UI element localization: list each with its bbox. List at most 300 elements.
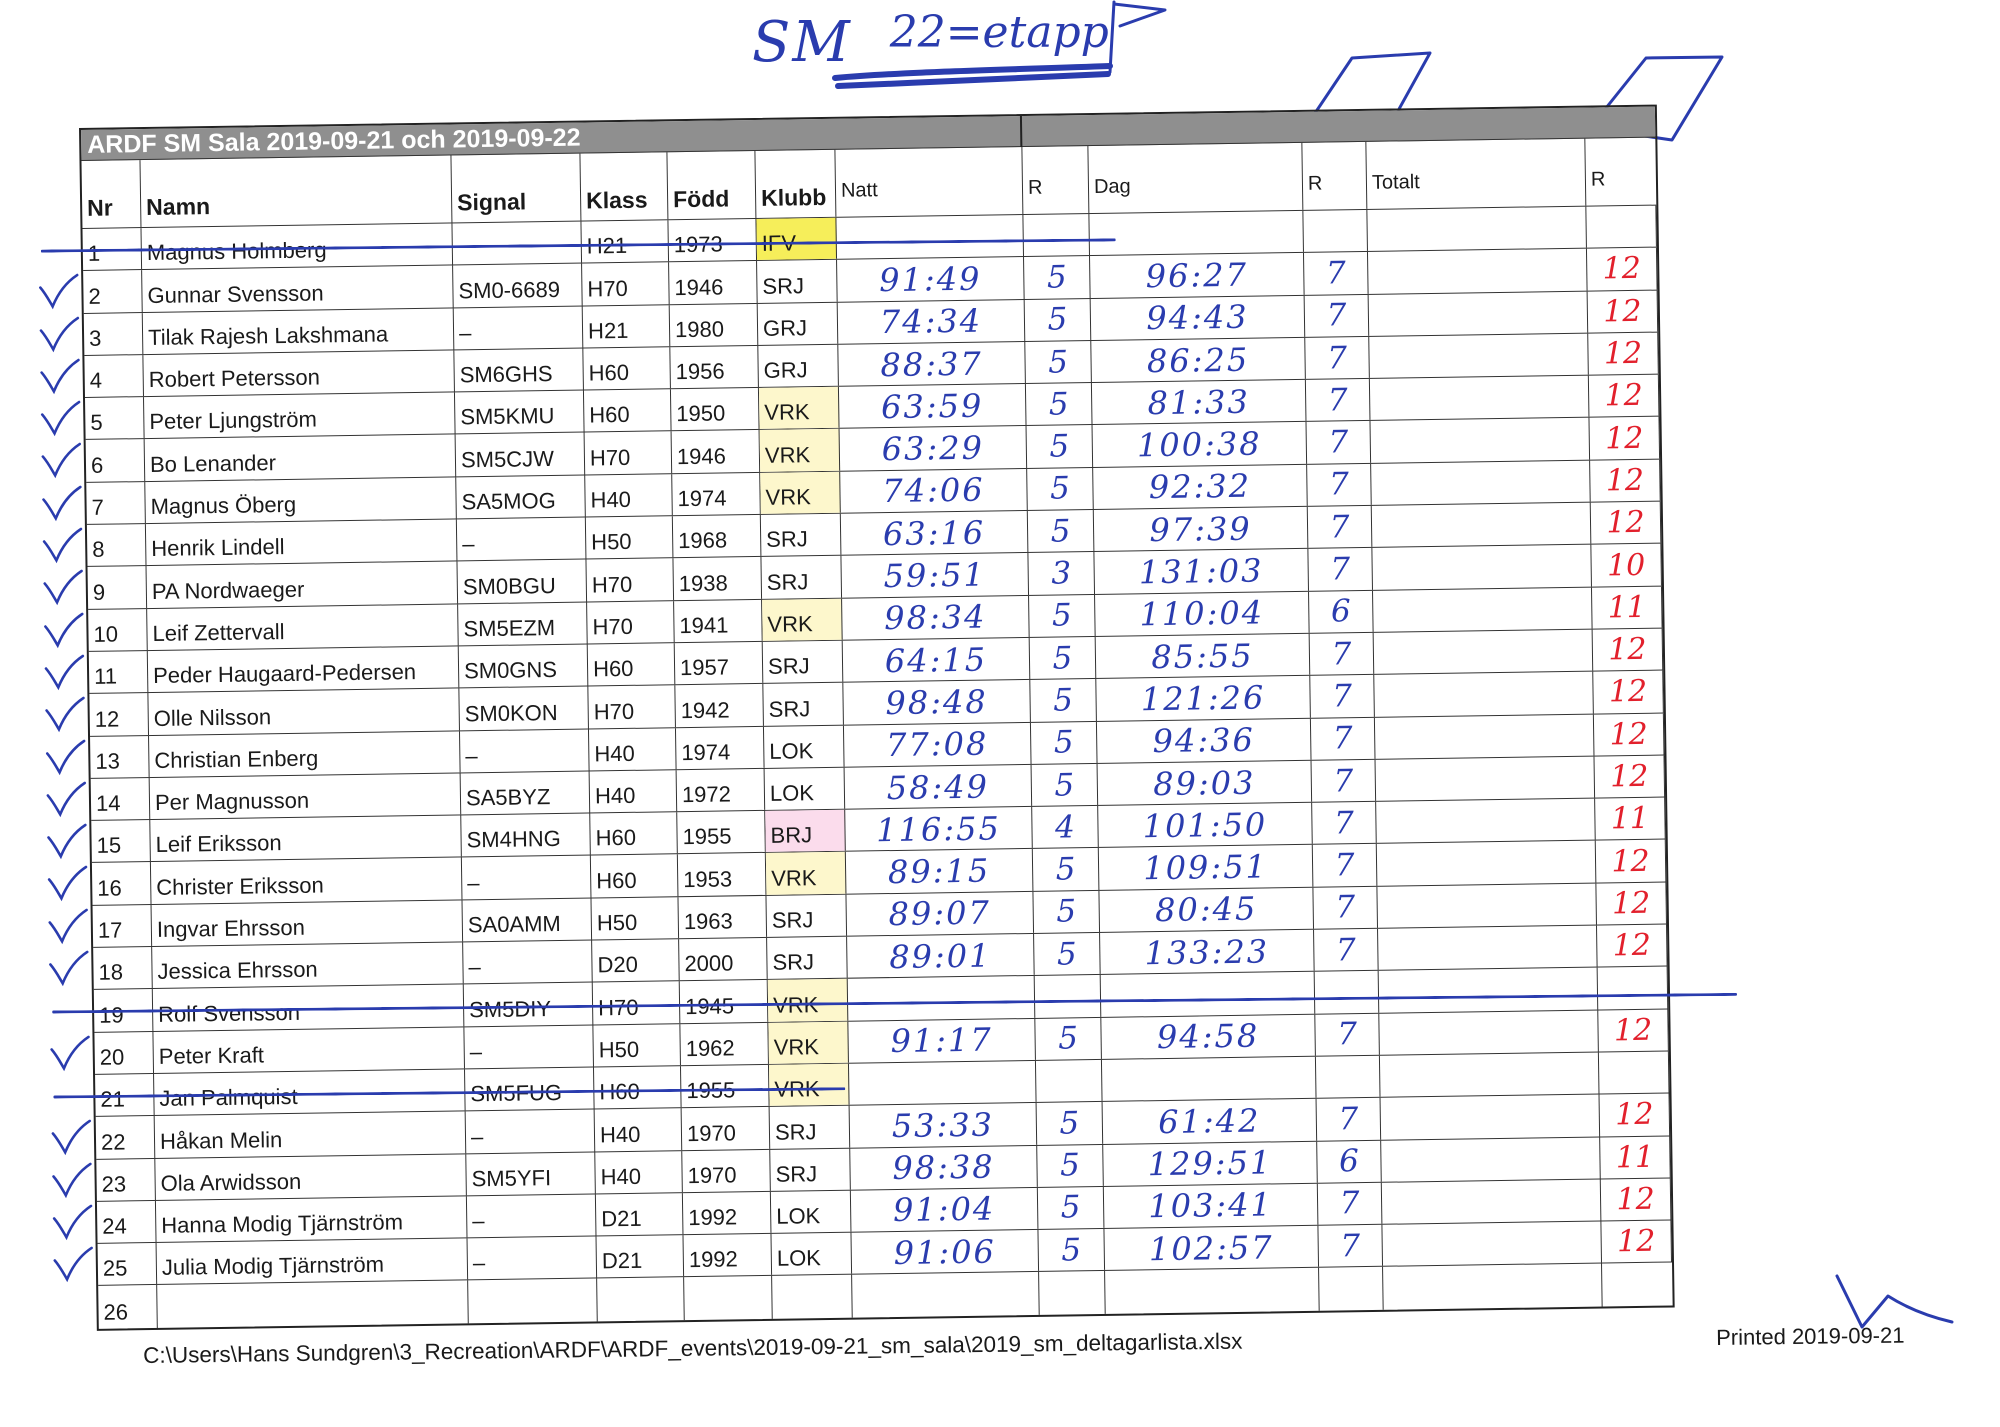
cell-r-dag: 7 (1307, 464, 1372, 506)
cell-natt: 91:49 (837, 257, 1025, 301)
cell-klass: H70 (586, 559, 674, 602)
cell-nr: 9 (88, 566, 148, 608)
cell-signal: SA0AMM (462, 898, 592, 941)
cell-fodd: 2000 (679, 938, 768, 981)
cell-namn: Julia Modig Tjärnström (157, 1238, 469, 1284)
cell-r-total: 12 (1589, 375, 1660, 417)
cell-fodd: 1974 (672, 473, 761, 516)
cell-namn: Bo Lenander (145, 435, 457, 481)
cell-klubb: VRK (766, 852, 847, 894)
header-signal: Signal (451, 154, 581, 223)
cell-namn: Håkan Melin (155, 1112, 467, 1158)
cell-signal: SM5FUG (465, 1067, 595, 1110)
cell-nr: 3 (84, 313, 144, 355)
handwritten-flag-pole (1110, 2, 1114, 72)
cell-r-natt (1036, 1060, 1103, 1102)
cell-fodd: 1973 (668, 219, 757, 262)
cell-namn: Leif Eriksson (150, 816, 462, 862)
cell-r-natt: 5 (1028, 510, 1095, 552)
cell-r-total: 11 (1600, 1136, 1671, 1178)
cell-dag: 94:36 (1097, 718, 1312, 762)
cell-totalt (1373, 587, 1593, 632)
cell-r-dag: 6 (1317, 1140, 1382, 1182)
cell-totalt (1382, 1179, 1602, 1224)
cell-dag: 61:42 (1103, 1099, 1318, 1143)
cell-r-dag: 7 (1307, 421, 1372, 463)
cell-signal: – (463, 941, 593, 984)
cell-klass: H70 (588, 685, 676, 728)
header-klass: Klass (580, 152, 668, 220)
cell-totalt (1375, 714, 1595, 759)
cell-fodd: 1963 (678, 896, 767, 939)
cell-klubb: IFV (756, 218, 837, 260)
cell-totalt (1372, 545, 1592, 590)
cell-klubb (772, 1275, 853, 1318)
cell-dag: 94:58 (1101, 1014, 1316, 1058)
cell-totalt (1368, 249, 1588, 294)
cell-klass: H50 (586, 516, 674, 559)
checkmark-icon (41, 527, 84, 564)
cell-natt: 58:49 (845, 765, 1033, 809)
cell-signal: – (457, 518, 587, 561)
cell-r-total: 10 (1591, 544, 1662, 586)
cell-r-dag: 7 (1305, 294, 1370, 336)
cell-r-total: 12 (1596, 840, 1667, 882)
cell-r-natt: 5 (1038, 1229, 1105, 1271)
header-natt: Natt (835, 147, 1023, 217)
header-r-dag: R (1302, 142, 1367, 210)
cell-signal: SM5KMU (455, 391, 585, 434)
cell-namn: Henrik Lindell (146, 520, 458, 566)
cell-nr: 18 (93, 947, 153, 989)
cell-fodd: 1970 (682, 1107, 771, 1150)
cell-klass: H40 (585, 474, 673, 517)
cell-klubb: LOK (771, 1233, 852, 1275)
checkmark-icon (43, 696, 86, 733)
cell-namn: Rolf Svensson (153, 985, 465, 1031)
cell-r-natt: 5 (1027, 468, 1094, 510)
cell-totalt (1372, 503, 1592, 548)
cell-r-natt: 5 (1034, 933, 1101, 975)
cell-dag: 133:23 (1100, 930, 1315, 974)
cell-signal: – (464, 1025, 594, 1068)
cell-nr: 7 (86, 482, 146, 524)
cell-klubb: LOK (771, 1190, 852, 1232)
cell-r-dag: 7 (1310, 675, 1375, 717)
cell-r-natt (1035, 975, 1102, 1017)
sheet-title: ARDF SM Sala 2019-09-21 och 2019-09-22 (81, 116, 1022, 161)
cell-signal: – (454, 306, 584, 349)
cell-dag: 110:04 (1095, 591, 1310, 635)
cell-natt: 116:55 (845, 807, 1033, 851)
cell-natt: 74:34 (838, 300, 1026, 344)
cell-fodd: 1955 (677, 811, 766, 854)
cell-fodd: 1974 (676, 726, 765, 769)
cell-signal: – (460, 729, 590, 772)
cell-klubb: SRJ (761, 514, 842, 556)
handwritten-heading (752, 7, 1109, 75)
cell-namn: Christian Enberg (149, 731, 461, 777)
cell-namn: Per Magnusson (150, 773, 462, 819)
cell-natt: 89:07 (846, 892, 1034, 936)
cell-fodd: 1955 (681, 1065, 770, 1108)
cell-signal: – (467, 1194, 597, 1237)
cell-fodd: 1945 (680, 980, 769, 1023)
cell-fodd: 1950 (671, 388, 760, 431)
cell-r-total (1599, 1051, 1670, 1093)
cell-r-total: 12 (1597, 925, 1668, 967)
cell-fodd: 1953 (678, 853, 767, 896)
cell-totalt (1367, 207, 1587, 252)
cell-signal: SM5EZM (458, 602, 588, 645)
cell-klass: H70 (587, 601, 675, 644)
cell-fodd: 1972 (677, 769, 766, 812)
cell-signal: SM0GNS (459, 644, 589, 687)
cell-klubb: SRJ (767, 937, 848, 979)
cell-klass: H60 (584, 389, 672, 432)
cell-fodd: 1957 (675, 642, 764, 685)
cell-natt: 91:06 (851, 1230, 1039, 1274)
cell-totalt (1376, 799, 1596, 844)
checkmark-icon (50, 1161, 93, 1198)
cell-natt: 63:59 (839, 384, 1027, 428)
cell-r-dag (1319, 1267, 1384, 1310)
cell-dag: 131:03 (1094, 549, 1309, 593)
cell-r-dag: 7 (1311, 717, 1376, 759)
cell-klubb: VRK (760, 429, 841, 471)
cell-klubb: SRJ (763, 641, 844, 683)
cell-r-total: 11 (1592, 586, 1663, 628)
header-r-total: R (1590, 168, 1606, 191)
cell-natt: 98:38 (850, 1145, 1038, 1189)
cell-r-total: 12 (1588, 332, 1659, 374)
cell-totalt (1369, 334, 1589, 379)
cell-klubb: LOK (765, 768, 846, 810)
participant-sheet (79, 105, 1675, 1331)
cell-natt (848, 976, 1036, 1020)
cell-r-total: 12 (1594, 713, 1665, 755)
cell-nr: 6 (86, 440, 146, 482)
cell-totalt (1369, 291, 1589, 336)
cell-r-natt: 5 (1032, 764, 1099, 806)
checkmark-icon (45, 781, 88, 818)
cell-r-dag (1315, 971, 1380, 1013)
cell-signal: SM5YFI (466, 1152, 596, 1195)
cell-r-total: 12 (1596, 882, 1667, 924)
cell-natt (849, 1061, 1037, 1105)
cell-namn: Tilak Rajesh Lakshmana (143, 308, 455, 354)
cell-namn: Peter Kraft (153, 1027, 465, 1073)
cell-dag: 101:50 (1098, 803, 1313, 847)
cell-nr: 16 (92, 862, 152, 904)
cell-r-total: 12 (1593, 629, 1664, 671)
checkmark-icon (42, 612, 85, 649)
cell-namn: Magnus Holmberg (141, 223, 453, 269)
cell-namn: Leif Zettervall (147, 604, 459, 650)
cell-r-dag: 7 (1306, 379, 1371, 421)
cell-r-total (1602, 1263, 1673, 1306)
cell-klass (597, 1278, 685, 1322)
cell-klass: H60 (594, 1066, 682, 1109)
cell-natt (852, 1272, 1040, 1317)
cell-dag: 102:57 (1104, 1226, 1319, 1270)
cell-fodd (684, 1276, 773, 1320)
cell-totalt (1383, 1264, 1603, 1310)
cell-klass: H21 (583, 305, 671, 348)
cell-dag: 94:43 (1091, 295, 1306, 339)
cell-dag: 86:25 (1091, 338, 1306, 382)
cell-totalt (1379, 968, 1599, 1013)
cell-nr: 11 (89, 651, 149, 693)
cell-r-total (1586, 206, 1657, 248)
cell-r-dag: 7 (1308, 548, 1373, 590)
cell-r-dag (1316, 1056, 1381, 1098)
cell-namn: Gunnar Svensson (142, 266, 454, 312)
handwritten-scribble (1837, 1276, 1952, 1327)
checkmark-icon (46, 865, 89, 902)
cell-r-total: 12 (1590, 459, 1661, 501)
cell-namn: Ola Arwidsson (155, 1154, 467, 1200)
cell-r-dag: 7 (1318, 1183, 1383, 1225)
cell-namn: Magnus Öberg (145, 477, 457, 523)
cell-klubb: SRJ (770, 1106, 851, 1148)
cell-klubb: SRJ (757, 260, 838, 302)
cell-natt: 88:37 (838, 342, 1026, 386)
cell-fodd: 1992 (683, 1192, 772, 1235)
cell-nr: 10 (88, 609, 148, 651)
cell-r-total: 11 (1595, 798, 1666, 840)
cell-fodd: 1946 (669, 261, 758, 304)
cell-klass: H21 (581, 220, 669, 263)
cell-klubb: SRJ (766, 894, 847, 936)
handwritten-flag-icon (1114, 4, 1165, 26)
cell-nr: 22 (96, 1116, 156, 1158)
checkmark-icon (40, 442, 83, 479)
cell-r-total: 12 (1591, 502, 1662, 544)
cell-r-dag: 6 (1309, 591, 1374, 633)
cell-r-dag: 7 (1313, 844, 1378, 886)
checkmark-icon (50, 1119, 93, 1156)
cell-totalt (1381, 1137, 1601, 1182)
cell-totalt (1381, 1095, 1601, 1140)
cell-nr: 4 (84, 355, 144, 397)
cell-fodd: 1938 (673, 557, 762, 600)
cell-nr: 13 (90, 736, 150, 778)
cell-namn: Jessica Ehrsson (152, 942, 464, 988)
cell-natt: 59:51 (841, 553, 1029, 597)
cell-dag: 85:55 (1096, 634, 1311, 678)
cell-natt: 77:08 (844, 723, 1032, 767)
cell-dag: 121:26 (1096, 676, 1311, 720)
checkmark-icon (38, 358, 81, 395)
checkmark-icon (51, 1204, 94, 1241)
cell-klubb: SRJ (763, 683, 844, 725)
cell-r-dag: 7 (1312, 760, 1377, 802)
cell-nr: 24 (97, 1201, 157, 1243)
cell-natt: 91:17 (848, 1019, 1036, 1063)
cell-klass: H70 (585, 432, 673, 475)
checkmark-icon (44, 739, 87, 776)
checkmark-icon (39, 400, 82, 437)
cell-totalt (1374, 630, 1594, 675)
cell-r-natt: 5 (1031, 722, 1098, 764)
cell-nr: 5 (85, 397, 145, 439)
handwritten-sm: SM (752, 10, 852, 75)
checkmark-icon (37, 273, 80, 310)
cell-totalt (1370, 376, 1590, 421)
cell-r-total: 12 (1598, 1009, 1669, 1051)
cell-r-dag: 7 (1308, 506, 1373, 548)
cell-namn: Robert Petersson (143, 350, 455, 396)
cell-signal: SA5MOG (456, 475, 586, 518)
cell-totalt (1379, 1010, 1599, 1055)
header-dag: Dag (1088, 143, 1303, 213)
cell-nr: 26 (98, 1285, 158, 1328)
cell-fodd: 1941 (674, 600, 763, 643)
cell-signal: – (466, 1110, 596, 1153)
cell-dag: 92:32 (1093, 465, 1308, 509)
header-klubb: Klubb (755, 150, 836, 218)
sheet-body (82, 206, 1672, 1329)
cell-signal (468, 1279, 598, 1323)
cell-klass: H60 (591, 855, 679, 898)
cell-natt: 91:04 (851, 1188, 1039, 1232)
cell-namn: Ingvar Ehrsson (152, 900, 464, 946)
cell-klubb: SRJ (770, 1148, 851, 1190)
cell-signal: SA5BYZ (461, 771, 591, 814)
cell-r-dag: 7 (1304, 252, 1369, 294)
cell-dag (1102, 1057, 1317, 1101)
cell-signal: SM4HNG (461, 814, 591, 857)
cell-fodd: 1942 (675, 684, 764, 727)
cell-klass: H60 (583, 347, 671, 390)
cell-r-dag: 7 (1314, 929, 1379, 971)
cell-r-dag: 7 (1317, 1098, 1382, 1140)
cell-signal: SM5CJW (456, 433, 586, 476)
header-nr: Nr (81, 160, 141, 228)
cell-natt: 63:29 (840, 426, 1028, 470)
cell-signal: SM6GHS (454, 348, 584, 391)
checkmark-icon (48, 1035, 91, 1072)
cell-natt: 74:06 (840, 469, 1028, 513)
cell-dag: 100:38 (1093, 422, 1308, 466)
cell-klubb: VRK (760, 472, 841, 514)
cell-signal: – (462, 856, 592, 899)
cell-totalt (1371, 460, 1591, 505)
cell-natt: 53:33 (850, 1103, 1038, 1147)
footer-printed-date: Printed 2019-09-21 (1716, 1322, 1905, 1350)
cell-fodd: 1962 (680, 1023, 769, 1066)
header-r-natt: R (1022, 146, 1089, 214)
cell-klubb: VRK (768, 979, 849, 1021)
cell-nr: 12 (89, 693, 149, 735)
cell-totalt (1370, 418, 1590, 463)
cell-klubb: BRJ (765, 810, 846, 852)
cell-nr: 1 (82, 228, 142, 270)
cell-namn: Hanna Modig Tjärnström (156, 1196, 468, 1242)
cell-r-total: 12 (1601, 1221, 1672, 1263)
cell-r-dag: 7 (1310, 633, 1375, 675)
cell-klass: D21 (597, 1235, 685, 1278)
cell-fodd: 1970 (682, 1149, 771, 1192)
cell-totalt (1377, 841, 1597, 886)
cell-nr: 15 (91, 820, 151, 862)
cell-r-natt: 5 (1035, 1018, 1102, 1060)
handwritten-stage-note: 22=etapp (889, 7, 1109, 58)
cell-dag: 129:51 (1103, 1141, 1318, 1185)
cell-r-dag: 7 (1318, 1225, 1383, 1267)
checkmark-icon (52, 1246, 95, 1283)
cell-klass: H70 (582, 263, 670, 306)
cell-r-natt: 5 (1037, 1144, 1104, 1186)
cell-r-natt: 5 (1033, 891, 1100, 933)
cell-r-total: 12 (1587, 248, 1658, 290)
cell-klubb: GRJ (758, 345, 839, 387)
cell-r-natt: 5 (1037, 1102, 1104, 1144)
cell-r-total: 12 (1600, 1094, 1671, 1136)
checkmark-icon (43, 654, 86, 691)
cell-r-dag: 7 (1315, 1013, 1380, 1055)
cell-dag (1101, 972, 1316, 1016)
checkmark-icon (45, 823, 88, 860)
cell-klass: H40 (590, 770, 678, 813)
cell-natt: 89:01 (847, 934, 1035, 978)
cell-fodd: 1968 (673, 515, 762, 558)
cell-klass: H60 (590, 812, 678, 855)
cell-totalt (1374, 672, 1594, 717)
cell-dag (1089, 211, 1304, 255)
cell-r-natt (1039, 1271, 1106, 1314)
cell-klubb: VRK (759, 387, 840, 429)
cell-klubb: GRJ (758, 302, 839, 344)
cell-namn: Peder Haugaard-Pedersen (148, 646, 460, 692)
cell-dag: 103:41 (1104, 1184, 1319, 1228)
cell-r-dag: 7 (1305, 337, 1370, 379)
cell-klass: H40 (589, 728, 677, 771)
cell-natt: 89:15 (846, 849, 1034, 893)
cell-r-total: 12 (1588, 290, 1659, 332)
cell-r-dag: 7 (1312, 802, 1377, 844)
checkmark-icon (40, 485, 83, 522)
cell-nr: 14 (91, 778, 151, 820)
checkmark-icon (42, 569, 85, 606)
cell-klubb: SRJ (761, 556, 842, 598)
cell-dag: 96:27 (1090, 253, 1305, 297)
cell-namn: PA Nordwaeger (147, 562, 459, 608)
cell-r-natt (1023, 214, 1090, 256)
cell-r-total: 12 (1594, 755, 1665, 797)
cell-dag (1105, 1268, 1320, 1313)
checkmark-icon (47, 908, 90, 945)
cell-r-natt: 4 (1032, 806, 1099, 848)
cell-r-natt: 5 (1025, 299, 1092, 341)
cell-fodd: 1992 (683, 1234, 772, 1277)
cell-r-natt: 5 (1027, 425, 1094, 467)
footer-file-path: C:\Users\Hans Sundgren\3_Recreation\ARDF\ARDF_events\2019-09-21_sm_sala\2019_sm_deltagarlista.xlsx (143, 1328, 1243, 1368)
cell-namn: Peter Ljungström (144, 393, 456, 439)
cell-klass: H70 (593, 982, 681, 1025)
cell-totalt (1376, 756, 1596, 801)
cell-r-natt: 5 (1025, 341, 1092, 383)
cell-r-total: 12 (1601, 1178, 1672, 1220)
checkmark-icon (38, 316, 81, 353)
cell-klubb: VRK (769, 1064, 850, 1106)
cell-r-natt: 5 (1033, 848, 1100, 890)
cell-r-natt: 5 (1038, 1187, 1105, 1229)
cell-klass: H40 (595, 1108, 683, 1151)
cell-nr: 17 (93, 905, 153, 947)
cell-natt: 98:34 (842, 596, 1030, 640)
